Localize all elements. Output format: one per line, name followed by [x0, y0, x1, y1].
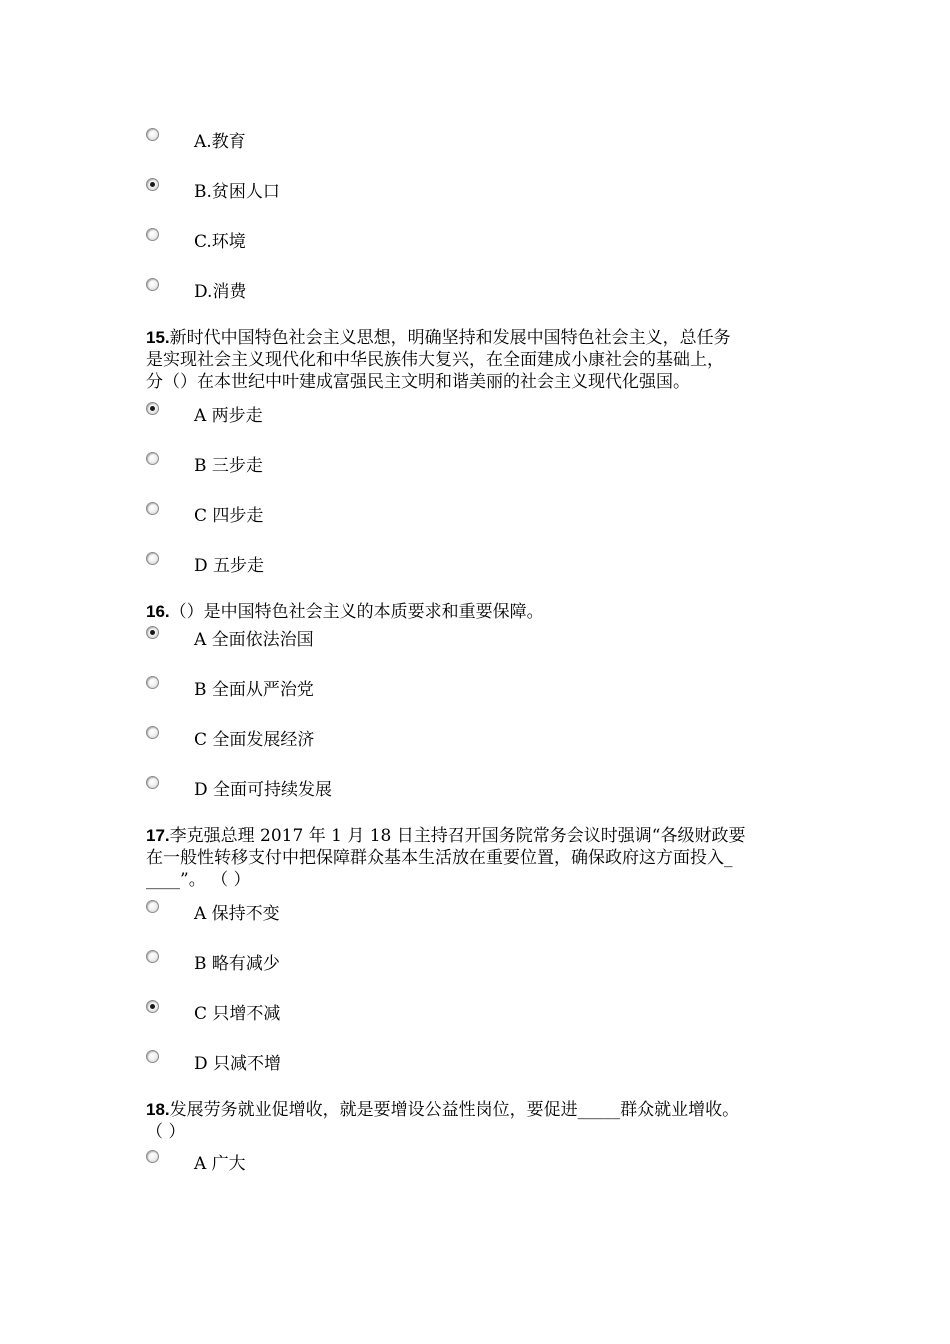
question-line: 分（）在本世纪中叶建成富强民主文明和谐美丽的社会主义现代化强国。 [146, 372, 690, 392]
option-q14-d[interactable] [0, 278, 950, 312]
option-q18-a[interactable] [0, 1150, 950, 1184]
radio-button[interactable] [146, 726, 159, 739]
option-label: B 略有减少 [194, 954, 280, 974]
option-label: A 两步走 [194, 406, 263, 426]
question-number: 16. [146, 602, 170, 621]
option-label: C 只增不减 [194, 1004, 281, 1024]
radio-button[interactable] [146, 676, 159, 689]
question-line: 15.新时代中国特色社会主义思想，明确坚持和发展中国特色社会主义，总任务 [146, 328, 731, 348]
option-q17-d[interactable] [0, 1050, 950, 1084]
option-label: A 保持不变 [194, 904, 280, 924]
option-label: D 全面可持续发展 [194, 780, 333, 800]
question-line: 18.发展劳务就业促增收，就是要增设公益性岗位，要促进_____群众就业增收。 [146, 1100, 740, 1120]
radio-button[interactable] [146, 776, 159, 789]
option-q16-b[interactable] [0, 676, 950, 710]
radio-button[interactable] [146, 228, 159, 241]
option-q15-d[interactable] [0, 552, 950, 586]
radio-button[interactable] [146, 1050, 159, 1063]
option-q16-c[interactable] [0, 726, 950, 760]
option-q17-c[interactable] [0, 1000, 950, 1034]
option-q16-d[interactable] [0, 776, 950, 810]
option-q15-b[interactable] [0, 452, 950, 486]
option-q14-a[interactable] [0, 128, 950, 162]
question-15 [146, 327, 826, 393]
option-label: A 全面依法治国 [194, 630, 314, 650]
option-label: D 五步走 [194, 556, 265, 576]
option-q14-b[interactable] [0, 178, 950, 212]
question-line: 是实现社会主义现代化和中华民族伟大复兴，在全面建成小康社会的基础上， [146, 350, 724, 370]
question-number: 15. [146, 328, 170, 347]
option-label: C.环境 [194, 232, 246, 252]
question-17 [146, 825, 826, 891]
option-q14-c[interactable] [0, 228, 950, 262]
radio-button[interactable] [146, 502, 159, 515]
radio-button[interactable] [146, 278, 159, 291]
question-line: ____”。 （ ） [146, 870, 251, 890]
option-label: C 四步走 [194, 506, 264, 526]
option-label: A 广大 [194, 1154, 246, 1174]
option-q15-a[interactable] [0, 402, 950, 436]
option-label: B 三步走 [194, 456, 263, 476]
option-label: B 全面从严治党 [194, 680, 314, 700]
question-number: 18. [146, 1100, 170, 1119]
question-16 [146, 601, 826, 623]
radio-button-selected[interactable] [146, 1000, 159, 1013]
question-18 [146, 1099, 826, 1143]
radio-button[interactable] [146, 128, 159, 141]
question-line: （ ） [146, 1122, 186, 1142]
option-label: C 全面发展经济 [194, 730, 315, 750]
option-q16-a[interactable] [0, 626, 950, 660]
option-label: B.贫困人口 [194, 182, 280, 202]
option-label: D 只减不增 [194, 1054, 282, 1074]
option-label: D.消费 [194, 282, 247, 302]
question-number: 17. [146, 826, 170, 845]
radio-button[interactable] [146, 552, 159, 565]
option-q15-c[interactable] [0, 502, 950, 536]
radio-button[interactable] [146, 452, 159, 465]
question-line: 17.李克强总理 2017 年 1 月 18 日主持召开国务院常务会议时强调“各级财政要 [146, 826, 746, 846]
option-label: A.教育 [194, 132, 246, 152]
option-q17-a[interactable] [0, 900, 950, 934]
radio-button[interactable] [146, 900, 159, 913]
question-line: 在一般性转移支付中把保障群众基本生活放在重要位置，确保政府这方面投入_ [146, 848, 733, 868]
radio-button-selected[interactable] [146, 402, 159, 415]
option-q17-b[interactable] [0, 950, 950, 984]
radio-button[interactable] [146, 950, 159, 963]
radio-button[interactable] [146, 1150, 159, 1163]
radio-button-selected[interactable] [146, 626, 159, 639]
radio-button-selected[interactable] [146, 178, 159, 191]
question-line: 16.（）是中国特色社会主义的本质要求和重要保障。 [146, 602, 544, 622]
